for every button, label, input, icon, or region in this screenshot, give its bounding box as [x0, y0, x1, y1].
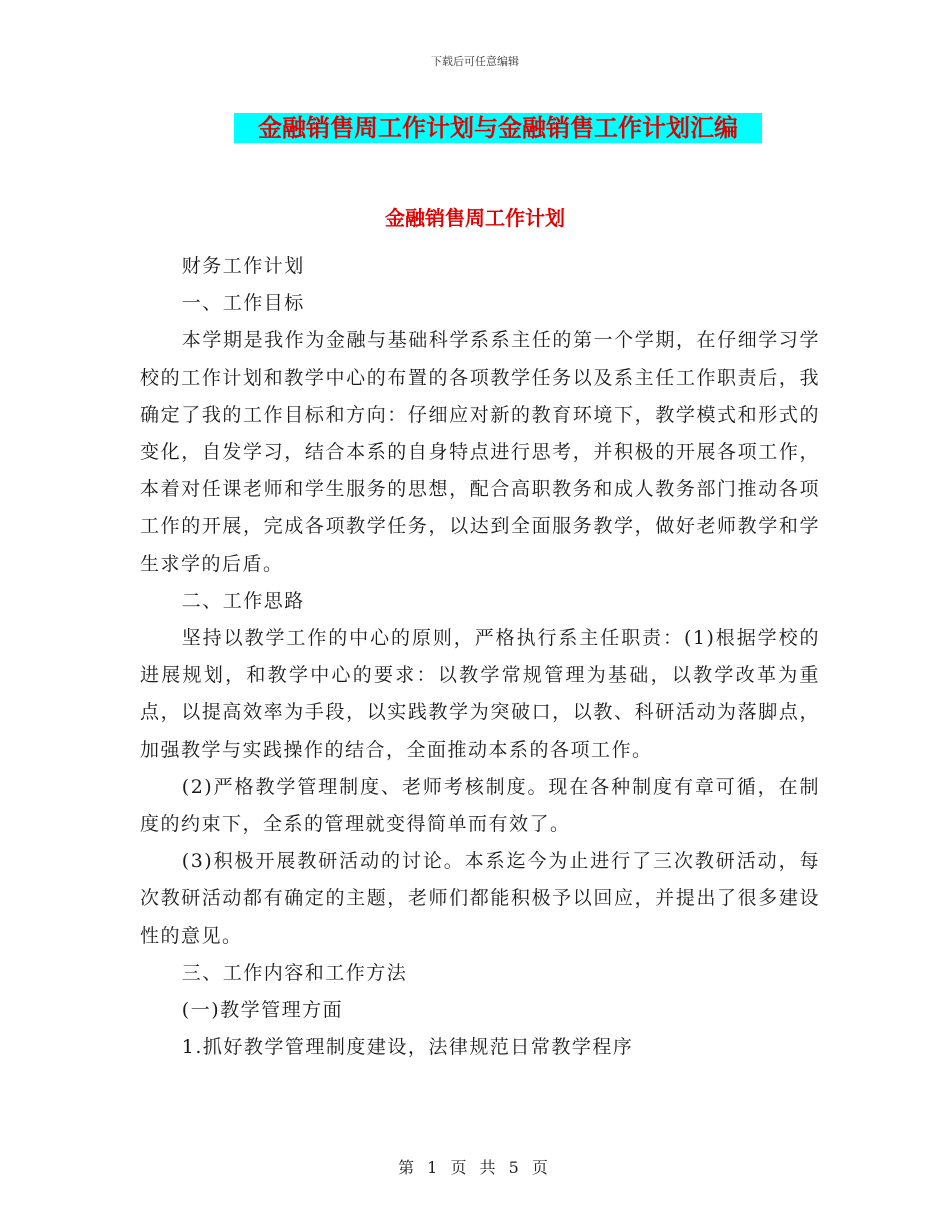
heading-teaching-management: (一)教学管理方面 [181, 999, 344, 1022]
document-title: 金融销售周工作计划与金融销售工作计划汇编 [234, 113, 762, 143]
paragraph-work-approach-2: (2)严格教学管理制度、老师考核制度。现在各种制度有章可循，在制度的约束下，全系的管理就变得简单而有效了。 [140, 775, 820, 836]
item-management-system: 1.抓好教学管理制度建设，法律规范日常教学程序 [181, 1036, 634, 1059]
paragraph-work-approach-1: 坚持以教学工作的中心的原则，严格执行系主任职责：(1)根据学校的进展规划，和教学中心的要求：以教学常规管理为基础，以教学改革为重点，以提高效率为手段，以实践教学为突破口，以教、科研活动为落脚点，加强教学与实践操作的结合，全面推动本系的各项工作。 [140, 627, 820, 761]
page-number: 第 1 页 共 5 页 [398, 1158, 552, 1177]
heading-work-goal: 一、工作目标 [181, 292, 305, 315]
heading-work-content: 三、工作内容和工作方法 [181, 961, 408, 984]
document-body [140, 248, 820, 1066]
header-note: 下载后可任意编辑 [431, 55, 519, 68]
paragraph-work-goal: 本学期是我作为金融与基础科学系系主任的第一个学期，在仔细学习学校的工作计划和教学中心的布置的各项教学任务以及系主任工作职责后，我确定了我的工作目标和方向：仔细应对新的教育环境下，教学模式和形式的变化，自发学习，结合本系的自身特点进行思考，并积极的开展各项工作，本着对任课老师和学生服务的思想，配合高职教务和成人教务部门推动各项工作的开展，完成各项教学任务，以达到全面服务教学，做好老师教学和学生求学的后盾。 [140, 329, 820, 575]
section-title: 金融销售周工作计划 [385, 206, 565, 230]
paragraph-finance-plan: 财务工作计划 [181, 255, 305, 277]
paragraph-work-approach-3: (3)积极开展教研活动的讨论。本系迄今为止进行了三次教研活动，每次教研活动都有确定的主题，老师们都能积极予以回应，并提出了很多建设性的意见。 [140, 850, 820, 947]
heading-work-approach: 二、工作思路 [181, 589, 305, 612]
